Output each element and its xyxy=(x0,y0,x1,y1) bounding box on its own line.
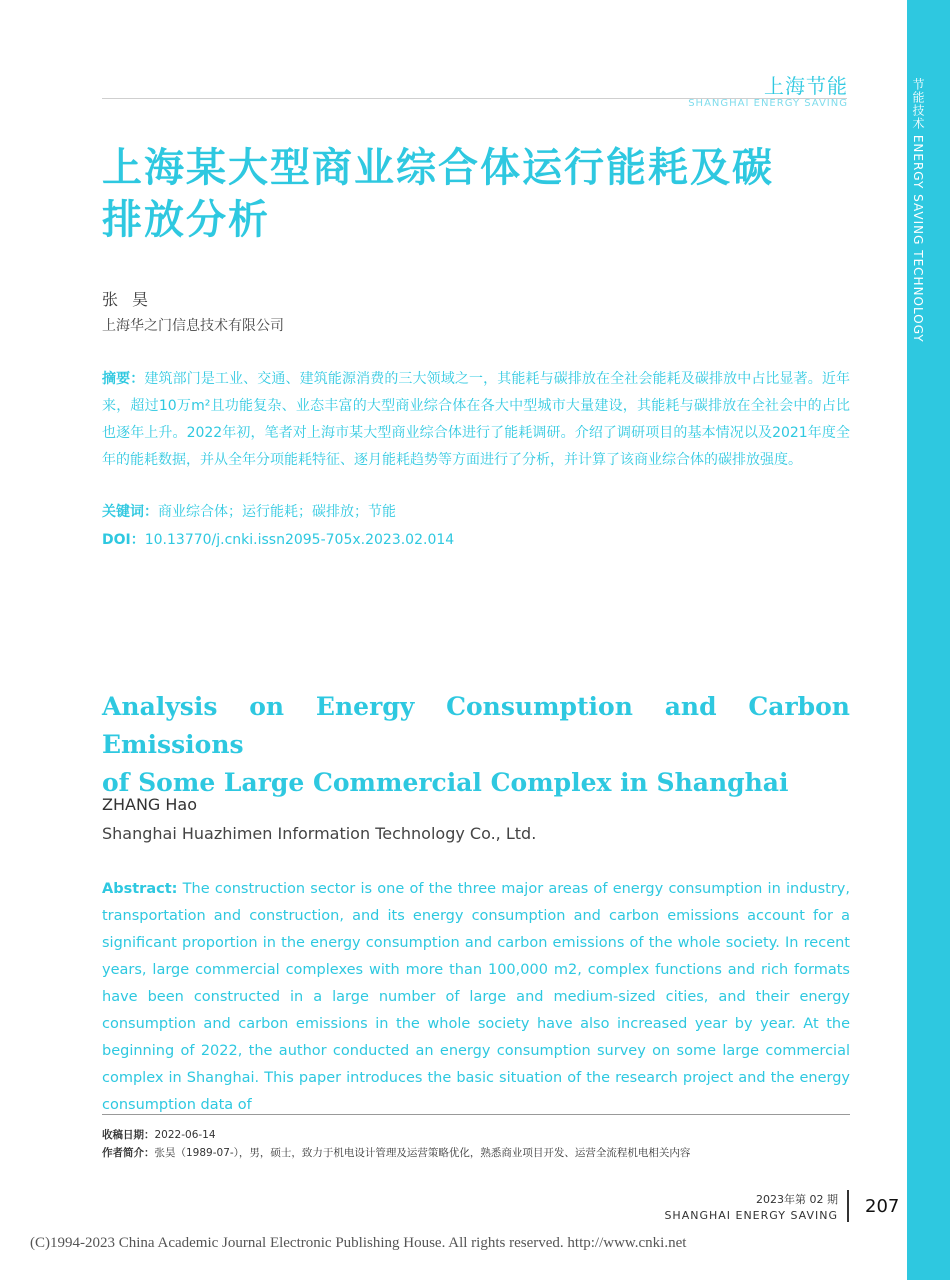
bio-value: 张昊（1989-07-），男，硕士，致力于机电设计管理及运营策略优化，熟悉商业项目开发、运营全流程机电相关内容 xyxy=(154,1147,691,1159)
issue-number-cn: 2023年第 02 期 xyxy=(756,1193,838,1206)
footnote-divider xyxy=(102,1114,850,1115)
doi-label: DOI： xyxy=(102,532,145,548)
page-number: 207 xyxy=(865,1196,900,1217)
keywords-cn-text: 商业综合体；运行能耗；碳排放；节能 xyxy=(158,504,396,520)
abstract-cn xyxy=(102,366,850,474)
sidebar-label: 节能技术 ENERGY SAVING TECHNOLOGY xyxy=(911,78,925,343)
affiliation-cn: 上海华之门信息技术有限公司 xyxy=(102,318,284,334)
section-title-cn: 上海节能 xyxy=(764,74,848,98)
received-date xyxy=(102,1127,216,1142)
author-name-cn: 张昊 xyxy=(102,290,163,309)
keywords-cn xyxy=(102,501,396,521)
abstract-en-label: Abstract: xyxy=(102,881,178,897)
abstract-cn-text: 建筑部门是工业、交通、建筑能源消费的三大领域之一，其能耗与碳排放在全社会能耗及碳排放中占比显著。近年来，超过10万m²且功能复杂、业态丰富的大型商业综合体在各大中型城市大量建设，其能耗与碳排放在全社会中的占比也逐年上升。2022年初，笔者对上海市某大型商业综合体进行了能耗调研。介绍了调研项目的基本情况以及2021年度全年的能耗数据，并从全年分项能耗特征、逐月能耗趋势等方面进行了分析，并计算了该商业综合体的碳排放强度。 xyxy=(102,371,851,468)
journal-name-en: SHANGHAI ENERGY SAVING xyxy=(664,1209,838,1222)
received-label: 收稿日期： xyxy=(102,1129,155,1141)
doi-link[interactable]: 10.13770/j.cnki.issn2095-705x.2023.02.014 xyxy=(144,532,455,548)
author-name-en: ZHANG Hao xyxy=(102,795,198,814)
article-title-en-line2: of Some Large Commercial Complex in Shanghai xyxy=(102,768,789,797)
article-title-en xyxy=(102,688,850,802)
doi-line xyxy=(102,529,454,549)
page-number-divider xyxy=(847,1190,849,1222)
author-bio xyxy=(102,1145,690,1160)
affiliation-en: Shanghai Huazhimen Information Technology Co., Ltd. xyxy=(102,824,537,843)
abstract-cn-label: 摘要： xyxy=(102,371,145,387)
article-title-cn: 上海某大型商业综合体运行能耗及碳排放分析 xyxy=(102,144,774,243)
received-value: 2022-06-14 xyxy=(154,1129,216,1141)
article-title-en-line1: Analysis on Energy Consumption and Carbon Emissions xyxy=(102,692,850,759)
section-title-en: SHANGHAI ENERGY SAVING xyxy=(688,98,848,109)
abstract-en xyxy=(102,876,851,1113)
keywords-cn-label: 关键词： xyxy=(102,504,158,520)
bio-label: 作者简介： xyxy=(102,1147,155,1159)
copyright-notice: (C)1994-2023 China Academic Journal Electronic Publishing House. All rights reserved. http://www.cnki.net xyxy=(30,1235,687,1251)
abstract-en-text: The construction sector is one of the three major areas of energy consumption in industry, transportation and construction, and its energy consumption and carbon emissions account for a significant proportion in the energy consumption and carbon emissions of the whole society. In recent years, large commercial complexes with more than 100,000 m2, complex functions and rich formats have been constructed in a large number of large and medium-sized cities, and their energy consumption and carbon emissions in the whole society have also increased year by year. At the beginning of 2022, the author conducted an energy consumption survey on some large commercial complex in Shanghai. This paper introduces the basic situation of the research project and the energy consumption data of xyxy=(102,881,851,1113)
